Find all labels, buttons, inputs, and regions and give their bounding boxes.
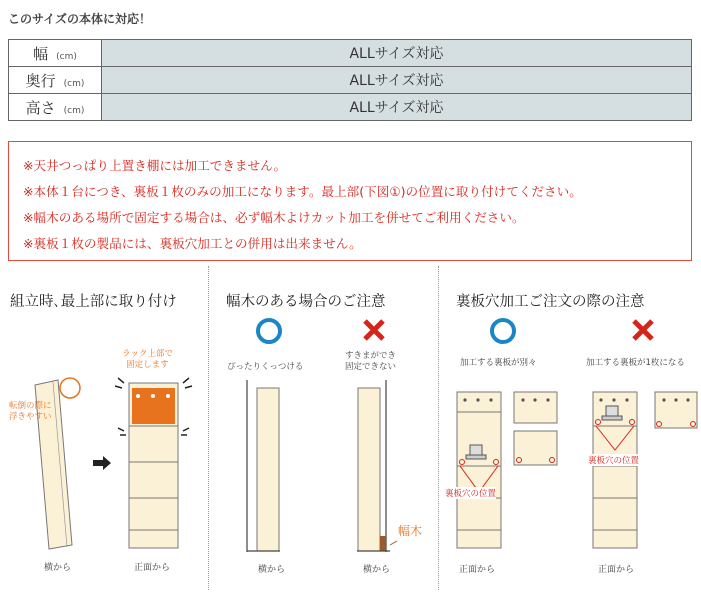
separate-back-panel-bottom [514,431,557,465]
section-title-baseboard: 幅木のある場合のご注意 [226,294,386,310]
caption-side: 横から [44,563,72,573]
row-label: 幅 (cm) [9,40,102,67]
ok-circle-icon [492,320,514,342]
ng-cross-icon [365,321,383,339]
ok-label-separate: 加工する裏板が別々 [460,358,537,368]
ok-label-flush: ぴったりくっつける [227,362,304,372]
caption-side-ok: 横から [258,565,286,575]
row-value: ALLサイズ対応 [102,40,692,67]
caption-front-ok: 正面から [459,565,496,575]
board-gap-side [357,380,397,552]
row-label: 奥行 (cm) [9,67,102,94]
caption-front: 正面から [134,563,171,573]
caption-front-ng: 正面から [598,565,635,575]
ok-circle-icon [258,320,280,342]
right-arrow-icon [93,456,111,470]
single-back-panel [655,392,697,428]
ng-cross-icon [634,321,652,339]
notice-line: ※本体１台につき、裏板１枚のみの加工になります。最上部(下図①)の位置に取り付けてください。 [23,184,582,199]
baseboard-label: 幅木 [398,524,423,538]
cabinet-single-panel [593,392,637,548]
section-title-assembly: 組立時､最上部に取り付け [10,294,177,310]
caption-side-ng: 横から [363,565,391,575]
separate-back-panel-top [514,392,557,423]
notice-line: ※幅木のある場所で固定する場合は、必ず幅木よけカット加工を併せてご利用ください。 [23,210,525,225]
section-title-backboard-hole: 裏板穴加工ご注文の際の注意 [456,294,645,310]
compat-heading: このサイズの本体に対応！ [8,12,152,26]
notice-line: ※裏板１枚の製品には、裏板穴加工との併用は出来ません。 [23,236,362,251]
row-value: ALLサイズ対応 [102,94,692,121]
fix-label: ラック上部で 固定します [122,349,173,370]
cabinet-separate-panels [457,392,501,548]
rack-front-view [115,378,192,548]
tip-label: 転倒の際に 浮きやすい [9,401,52,422]
notice-line: ※天井つっぱり上置き棚には加工できません。 [23,158,287,173]
row-label: 高さ (cm) [9,94,102,121]
ng-label-gap: すきまができ 固定できない [345,351,397,372]
row-value: ALLサイズ対応 [102,67,692,94]
ng-label-single: 加工する裏板が1枚になる [586,358,685,368]
hole-position-label: 裏板穴の位置 [445,489,497,499]
tip-marker-circle [60,378,80,398]
hole-position-label: 裏板穴の位置 [588,456,640,466]
board-flush-side [247,380,280,552]
